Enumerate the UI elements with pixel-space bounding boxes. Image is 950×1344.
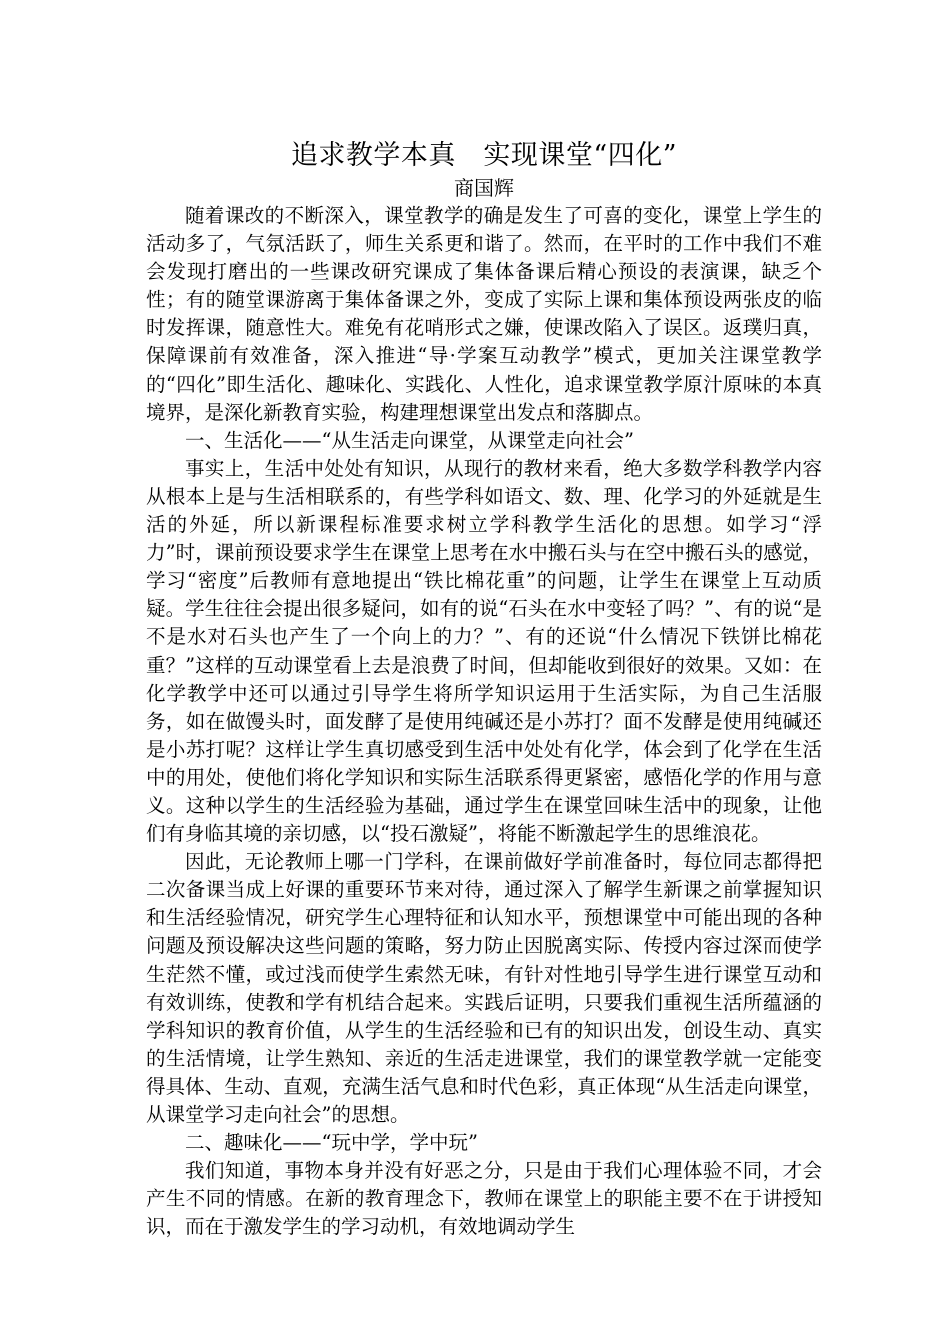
- section-heading-1: 一、生活化——“从生活走向课堂，从课堂走向社会”: [185, 428, 634, 452]
- section-heading-2: 二、趣味化——“玩中学，学中玩”: [185, 1131, 478, 1155]
- paragraph-section-1-b: 因此，无论教师上哪一门学科，在课前做好学前准备时，每位同志都得把二次备课当成上好课的重要环节来对待，通过深入了解学生新课之前掌握知识和生活经验情况，研究学生心理特征和认知水平，预想课堂中可能出现的各种问题及预设解决这些问题的策略，努力防止因脱离实际、传授内容过深而使学生茫然不懂，或过浅而使学生索然无味，有针对性地引导学生进行课堂互动和有效训练，使教和学有机结合起来。实践后证明，只要我们重视生活所蕴涵的学科知识的教育价值，从学生的生活经验和已有的知识出发，创设生动、真实的生活情境，让学生熟知、亲近的生活走进课堂，我们的课堂教学就一定能变得具体、生动、直观，充满生活气息和时代色彩，真正体现“从生活走向课堂，从课堂学习走向社会”的思想。: [146, 850, 822, 1126]
- document-title: 追求教学本真 实现课堂“四化”: [290, 140, 678, 171]
- document-body: [146, 138, 822, 1241]
- paragraph-section-2-a: 我们知道，事物本身并没有好恶之分，只是由于我们心理体验不同，才会产生不同的情感。在新的教育理念下，教师在课堂上的职能主要不在于讲授知识，而在于激发学生的学习动机，有效地调动学生: [146, 1159, 822, 1239]
- paragraph-section-1-a: 事实上，生活中处处有知识，从现行的教材来看，绝大多数学科教学内容从根本上是与生活相联系的，有些学科如语文、数、理、化学习的外延就是生活的外延，所以新课程标准要求树立学科教学生活化的思想。如学习“浮力”时，课前预设要求学生在课堂上思考在水中搬石头与在空中搬石头的感觉，学习“密度”后教师有意地提出“铁比棉花重”的问题，让学生在课堂上互动质疑。学生往往会提出很多疑问，如有的说“石头在水中变轻了吗？”、有的说“是不是水对石头也产生了一个向上的力？”、有的还说“什么情况下铁饼比棉花重？”这样的互动课堂看上去是浪费了时间，但却能收到很好的效果。又如：在化学教学中还可以通过引导学生将所学知识运用于生活实际，为自己生活服务，如在做馒头时，面发酵了是使用纯碱还是小苏打？面不发酵是使用纯碱还是小苏打呢？这样让学生真切感受到生活中处处有化学，体会到了化学在生活中的用处，使他们将化学知识和实际生活联系得更紧密，感悟化学的作用与意义。这种以学生的生活经验为基础，通过学生在课堂回味生活中的现象，让他们有身临其境的亲切感，以“投石激疑”，将能不断激起学生的思维浪花。: [146, 456, 822, 846]
- document-author: 商国辉: [454, 176, 514, 200]
- paragraph-intro: 随着课改的不断深入，课堂教学的确是发生了可喜的变化，课堂上学生的活动多了，气氛活跃了，师生关系更和谐了。然而，在平时的工作中我们不难会发现打磨出的一些课改研究课成了集体备课后精心预设的表演课，缺乏个性；有的随堂课游离于集体备课之外，变成了实际上课和集体预设两张皮的临时发挥课，随意性大。难免有花哨形式之嫌，使课改陷入了误区。返璞归真，保障课前有效准备，深入推进“导·学案互动教学”模式，更加关注课堂教学的“四化”即生活化、趣味化、实践化、人性化，追求课堂教学原汁原味的本真境界，是深化新教育实验，构建理想课堂出发点和落脚点。: [146, 204, 822, 424]
